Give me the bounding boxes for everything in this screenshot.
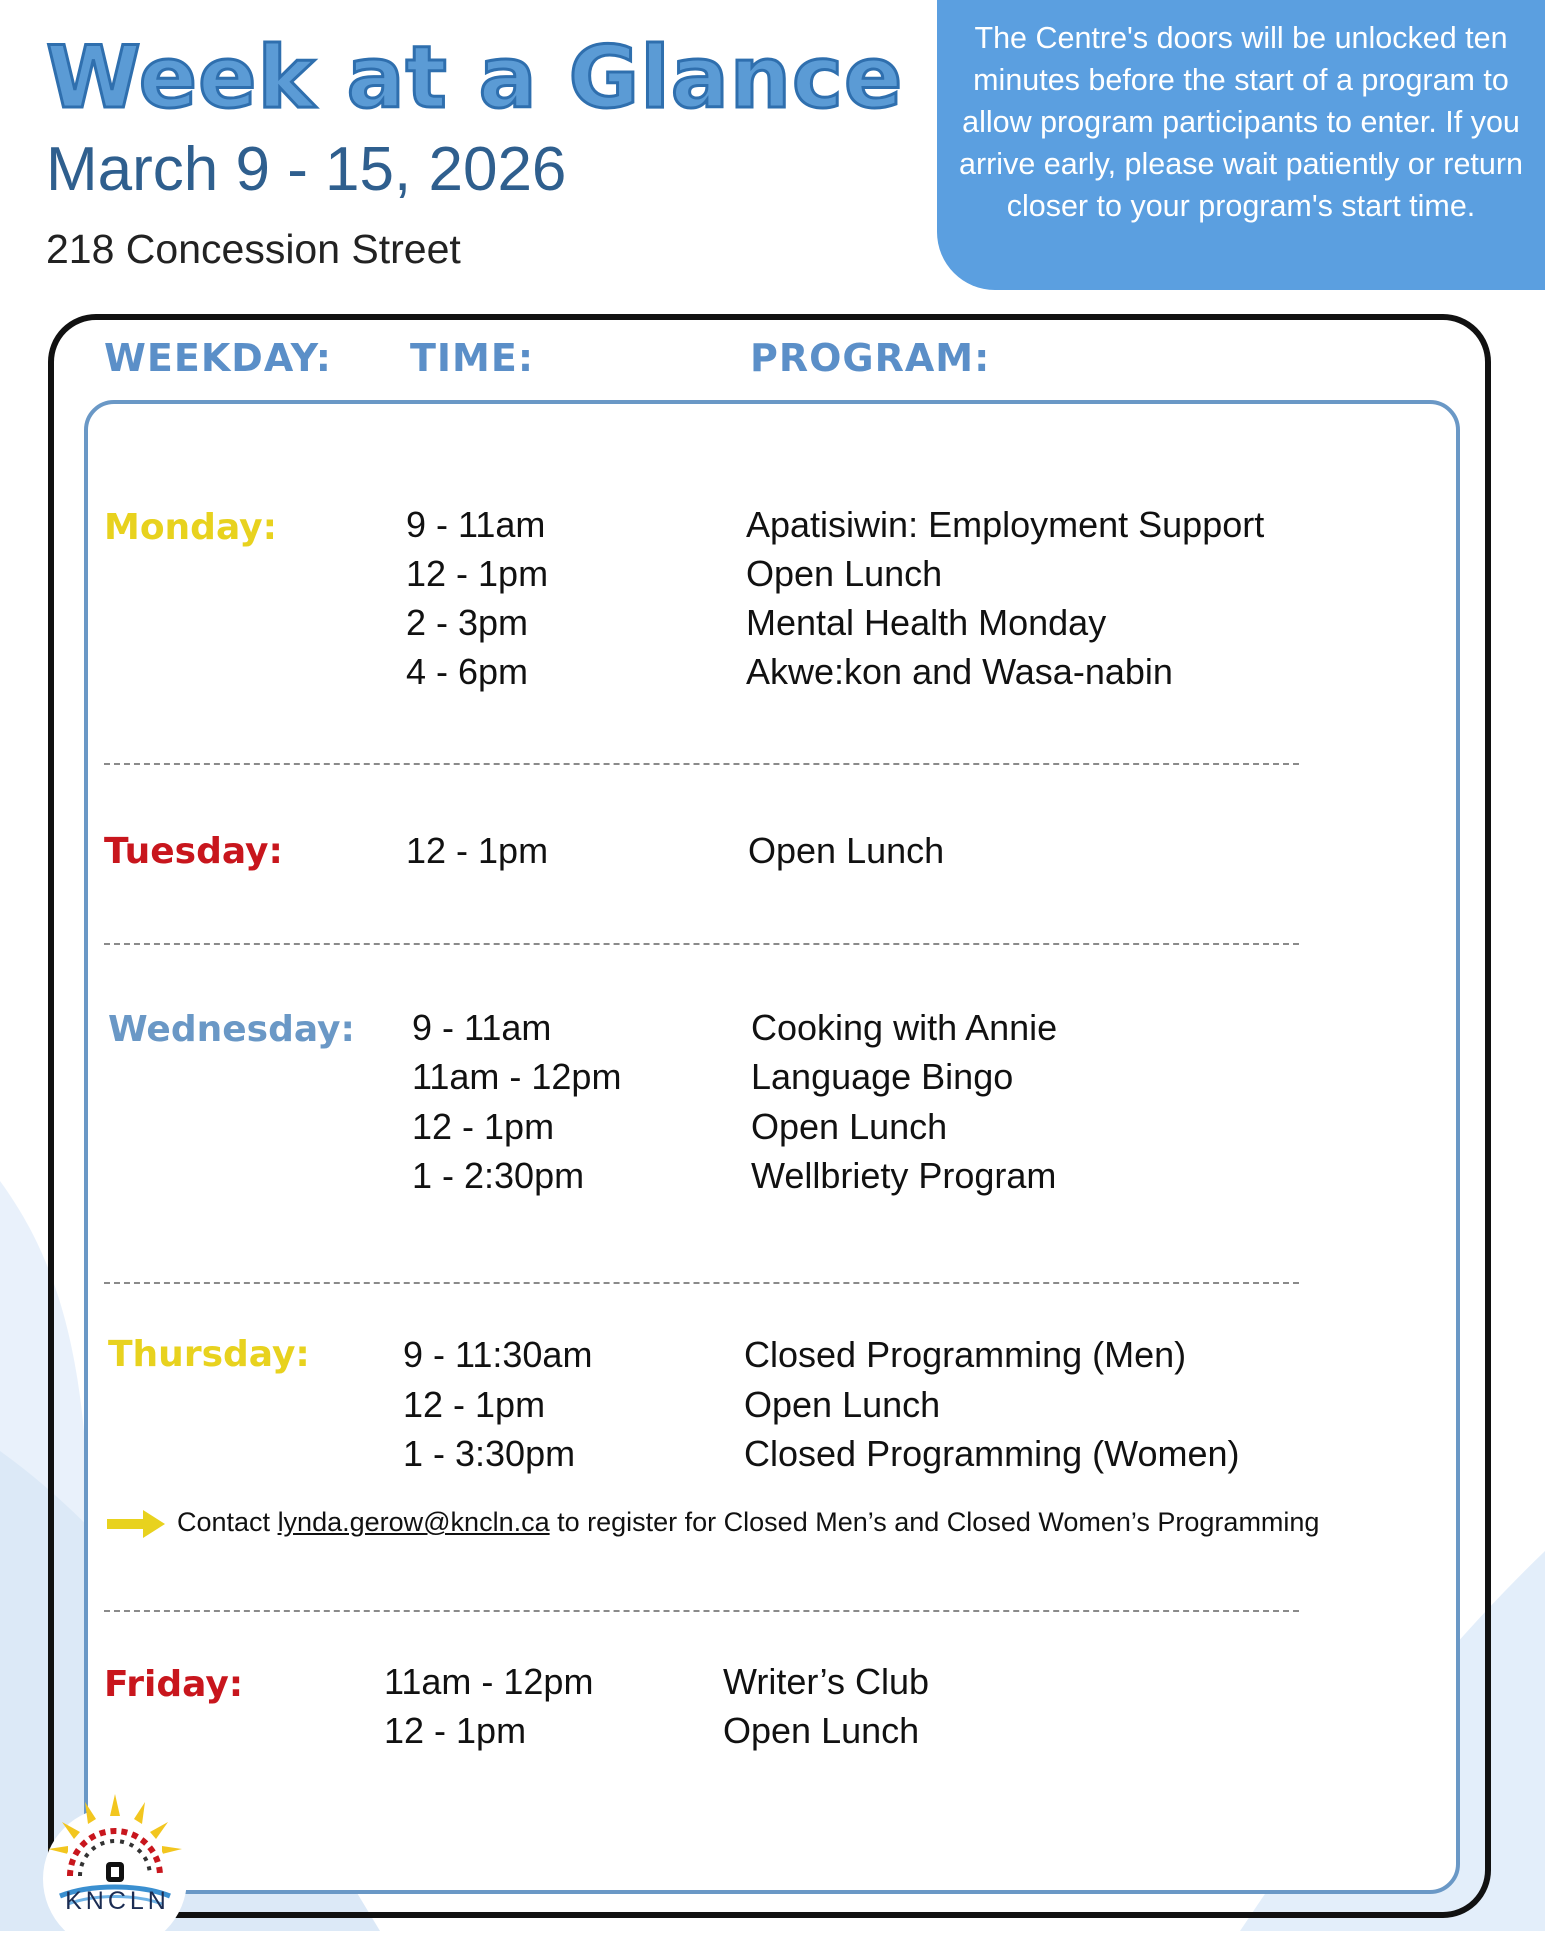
weekday-column-header: WEEKDAY: [104,336,333,380]
day-label-thursday: Thursday: [108,1334,310,1375]
time-value: 11am - 12pm [412,1056,622,1097]
time-value: 1 - 2:30pm [412,1155,585,1196]
note-suffix: to register for Closed Men’s and Closed Women’s Programming [549,1507,1320,1537]
email-link[interactable]: lynda.gerow@kncln.ca [277,1507,550,1537]
time-value: 12 - 1pm [406,830,549,871]
program-value: Apatisiwin: Employment Support [746,504,1265,545]
day-divider [104,1610,1299,1612]
day-label-monday: Monday: [104,507,278,548]
kncln-logo [30,1784,205,1934]
time-value: 12 - 1pm [412,1106,555,1147]
program-column-header: PROGRAM: [750,336,991,380]
time-value: 9 - 11am [406,504,546,545]
note-prefix: Contact [177,1507,278,1537]
time-value: 9 - 11:30am [403,1334,593,1375]
date-range: March 9 - 15, 2026 [46,135,567,204]
program-value: Mental Health Monday [746,602,1107,643]
day-divider [104,943,1299,945]
program-value: Writer’s Club [723,1661,930,1702]
program-value: Open Lunch [746,553,943,594]
program-value: Cooking with Annie [751,1007,1058,1048]
day-label-wednesday: Wednesday: [108,1009,355,1050]
time-column-header: TIME: [410,336,535,380]
program-value: Open Lunch [751,1106,948,1147]
day-divider [104,1282,1299,1284]
page-title: Week at a Glance [46,28,904,128]
program-value: Open Lunch [723,1710,920,1751]
arrow-right-icon [107,1510,165,1538]
program-value: Open Lunch [748,830,945,871]
program-value: Wellbriety Program [751,1155,1057,1196]
day-label-tuesday: Tuesday: [104,831,283,872]
doors-notice-text: The Centre's doors will be unlocked ten minutes before the start of a program to allow program participants to enter. If you arrive early, please wait patiently or return closer to your program's start time. [959,21,1523,223]
time-value: 4 - 6pm [406,651,529,692]
program-value: Closed Programming (Men) [744,1334,1187,1375]
registration-note [107,1504,1319,1540]
program-value: Language Bingo [751,1056,1014,1097]
time-value: 9 - 11am [412,1007,552,1048]
time-value: 11am - 12pm [384,1661,594,1702]
time-value: 12 - 1pm [384,1710,527,1751]
doors-notice-box [937,0,1545,290]
program-value: Akwe:kon and Wasa-nabin [746,651,1173,692]
time-value: 1 - 3:30pm [403,1433,576,1474]
day-label-friday: Friday: [104,1664,244,1705]
program-value: Closed Programming (Women) [744,1433,1240,1474]
logo-text: KNCLN [65,1887,170,1915]
day-divider [104,763,1299,765]
address: 218 Concession Street [46,226,461,272]
program-value: Open Lunch [744,1384,941,1425]
time-value: 12 - 1pm [406,553,549,594]
time-value: 2 - 3pm [406,602,529,643]
time-value: 12 - 1pm [403,1384,546,1425]
